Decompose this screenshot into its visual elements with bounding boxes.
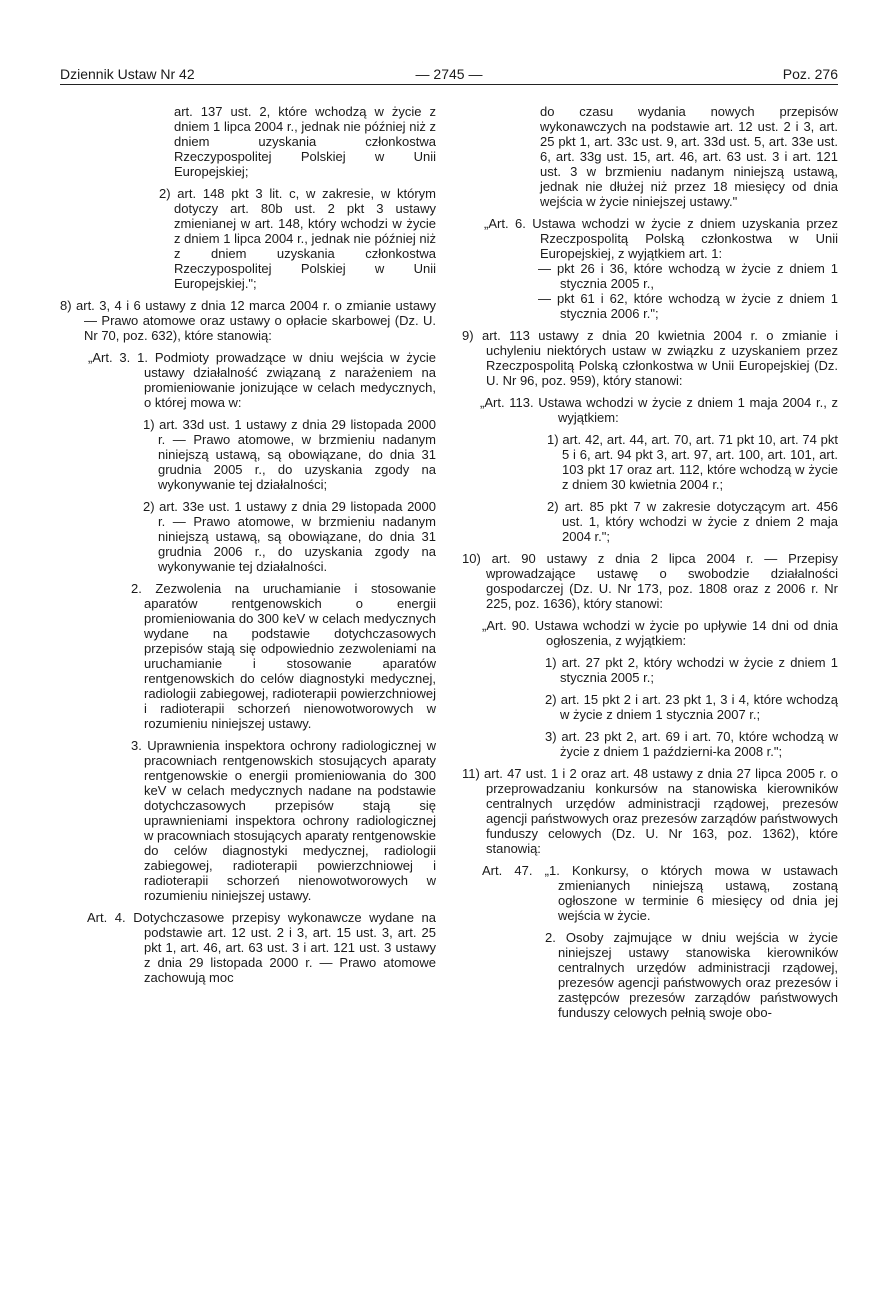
paragraph: „Art. 3. 1. Podmioty prowadzące w dniu wejścia w życie ustawy działalność związaną z narażeniem na promieniowanie jonizujące w celach medycznych, o której mowa w: xyxy=(88,350,436,410)
left-column xyxy=(60,104,436,985)
paragraph: art. 137 ust. 2, które wchodzą w życie z dniem 1 lipca 2004 r., jednak nie później niż z dniem uzyskania członkostwa Rzeczypospolitej Polskiej w Unii Europejskiej; xyxy=(174,104,436,179)
paragraph: Art. 47. „1. Konkursy, o których mowa w ustawach zmienianych niniejszą ustawą, zostaną ogłoszone w terminie 6 miesięcy od dnia jej wejścia w życie. xyxy=(482,863,838,923)
paragraph: 2) art. 15 pkt 2 i art. 23 pkt 1, 3 i 4, które wchodzą w życie z dniem 1 stycznia 2007 r.; xyxy=(545,692,838,722)
paragraph: 2) art. 33e ust. 1 ustawy z dnia 29 listopada 2000 r. — Prawo atomowe, w brzmieniu nadanym niniejszą ustawą, są obowiązane, do dnia 31 grudnia 2006 r., do uzyskania zgody na wykonywanie tej działalności. xyxy=(143,499,436,574)
paragraph: 11) art. 47 ust. 1 i 2 oraz art. 48 ustawy z dnia 27 lipca 2005 r. o przeprowadzaniu konkursów na stanowiska kierowników centralnych urzędów administracji rządowej, prezesów agencji państwowych oraz prezesów zarządów państwowych funduszy celowych (Dz. U. Nr 163, poz. 1362), które stanowią: xyxy=(462,766,838,856)
paragraph: 1) art. 33d ust. 1 ustawy z dnia 29 listopada 2000 r. — Prawo atomowe, w brzmieniu nadanym niniejszą ustawą, są obowiązane, do dnia 31 grudnia 2005 r., do uzyskania zgody na wykonywanie tej działalności; xyxy=(143,417,436,492)
header-rule xyxy=(60,84,838,85)
paragraph: 2. Osoby zajmujące w dniu wejścia w życie niniejszej ustawy stanowiska kierowników centralnych urzędów administracji rządowej, prezesów agencji państwowych oraz prezesów i zastępców prezesów zarządów państwowych funduszy celowych pełnią swoje obo- xyxy=(545,930,838,1020)
paragraph: 1) art. 27 pkt 2, który wchodzi w życie z dniem 1 stycznia 2005 r.; xyxy=(545,655,838,685)
journal-title: Dziennik Ustaw Nr 42 xyxy=(60,66,195,82)
paragraph: „Art. 6. Ustawa wchodzi w życie z dniem uzyskania przez Rzeczpospolitą Polską członkostwa w Unii Europejskiej, z wyjątkiem art. 1: xyxy=(484,216,838,261)
paragraph: 1) art. 42, art. 44, art. 70, art. 71 pkt 10, art. 74 pkt 5 i 6, art. 94 pkt 3, art. 97, art. 100, art. 101, art. 103 pkt 17 oraz art. 112, które wchodzą w życie z dniem 30 kwietnia 2004 r.; xyxy=(547,432,838,492)
paragraph: 3) art. 23 pkt 2, art. 69 i art. 70, które wchodzą w życie z dniem 1 październi-ka 2008 r."; xyxy=(545,729,838,759)
paragraph: 3. Uprawnienia inspektora ochrony radiologicznej w pracowniach rentgenowskich stosujących aparaty rentgenowskie o energii promieniowania do 300 keV w celach medycznych nadane na podstawie dotychczasowych przepisów stają się uprawnieniami inspektora ochrony radiologicznej w pracowniach stosujących aparaty rentgenowskie do celów diagnostyki medycznej, radiologii zabiegowej, radioterapii powierzchniowej i radioterapii schorzeń nienowotworowych w rozumieniu niniejszej ustawy. xyxy=(131,738,436,903)
paragraph: „Art. 90. Ustawa wchodzi w życie po upływie 14 dni od dnia ogłoszenia, z wyjątkiem: xyxy=(482,618,838,648)
paragraph: 8) art. 3, 4 i 6 ustawy z dnia 12 marca 2004 r. o zmianie ustawy — Prawo atomowe oraz ustawy o opłacie skarbowej (Dz. U. Nr 70, poz. 632), które stanowią: xyxy=(60,298,436,343)
paragraph: 2) art. 148 pkt 3 lit. c, w zakresie, w którym dotyczy art. 80b ust. 2 pkt 3 ustawy zmienianej w art. 148, który wchodzi w życie z dniem 1 lipca 2004 r., jednak nie później niż z dniem uzyskania członkostwa Rzeczypospolitej Polskiej w Unii Europejskiej."; xyxy=(159,186,436,291)
paragraph: Art. 4. Dotychczasowe przepisy wykonawcze wydane na podstawie art. 12 ust. 2 i 3, art. 15 ust. 3, art. 25 pkt 1, art. 46, art. 63 ust. 3 i art. 121 ust. 3 ustawy z dnia 29 listopada 2000 r. — Prawo atomowe zachowują moc xyxy=(87,910,436,985)
paragraph: 2. Zezwolenia na uruchamianie i stosowanie aparatów rentgenowskich o energii promieniowania do 300 keV w celach medycznych wydane na podstawie dotychczasowych przepisów stają się odpowiednio zezwoleniami na uruchamianie i stosowanie aparatów rentgenowskich do celów diagnostyki medycznej, radiologii zabiegowej, radioterapii powierzchniowej i radioterapii schorzeń nienowotworowych w rozumieniu niniejszej ustawy. xyxy=(131,581,436,731)
paragraph: 9) art. 113 ustawy z dnia 20 kwietnia 2004 r. o zmianie i uchyleniu niektórych ustaw w związku z uzyskaniem przez Rzeczpospolitą Polską członkostwa w Unii Europejskiej (Dz. U. Nr 96, poz. 959), który stanowi: xyxy=(462,328,838,388)
position-number: Poz. 276 xyxy=(782,66,838,82)
paragraph: „Art. 113. Ustawa wchodzi w życie z dniem 1 maja 2004 r., z wyjątkiem: xyxy=(480,395,838,425)
paragraph: — pkt 26 i 36, które wchodzą w życie z dniem 1 stycznia 2005 r., xyxy=(538,261,838,291)
right-column xyxy=(462,104,838,1020)
page-number: — 2745 — xyxy=(415,66,483,82)
page-header xyxy=(60,64,838,84)
paragraph: do czasu wydania nowych przepisów wykonawczych na podstawie art. 12 ust. 2 i 3, art. 25 pkt 1, art. 33c ust. 9, art. 33d ust. 5, art. 33e ust. 6, art. 33g ust. 15, art. 46, art. 63 ust. 3 i art. 121 ust. 3 w brzmieniu nadanym niniejszą ustawą, jednak nie dłużej niż przez 18 miesięcy od dnia wejścia w życie niniejszej ustawy." xyxy=(540,104,838,209)
paragraph: — pkt 61 i 62, które wchodzą w życie z dniem 1 stycznia 2006 r."; xyxy=(538,291,838,321)
paragraph: 10) art. 90 ustawy z dnia 2 lipca 2004 r. — Przepisy wprowadzające ustawę o swobodzie działalności gospodarczej (Dz. U. Nr 173, poz. 1808 oraz z 2006 r. Nr 225, poz. 1636), który stanowi: xyxy=(462,551,838,611)
paragraph: 2) art. 85 pkt 7 w zakresie dotyczącym art. 456 ust. 1, który wchodzi w życie z dniem 2 maja 2004 r."; xyxy=(547,499,838,544)
